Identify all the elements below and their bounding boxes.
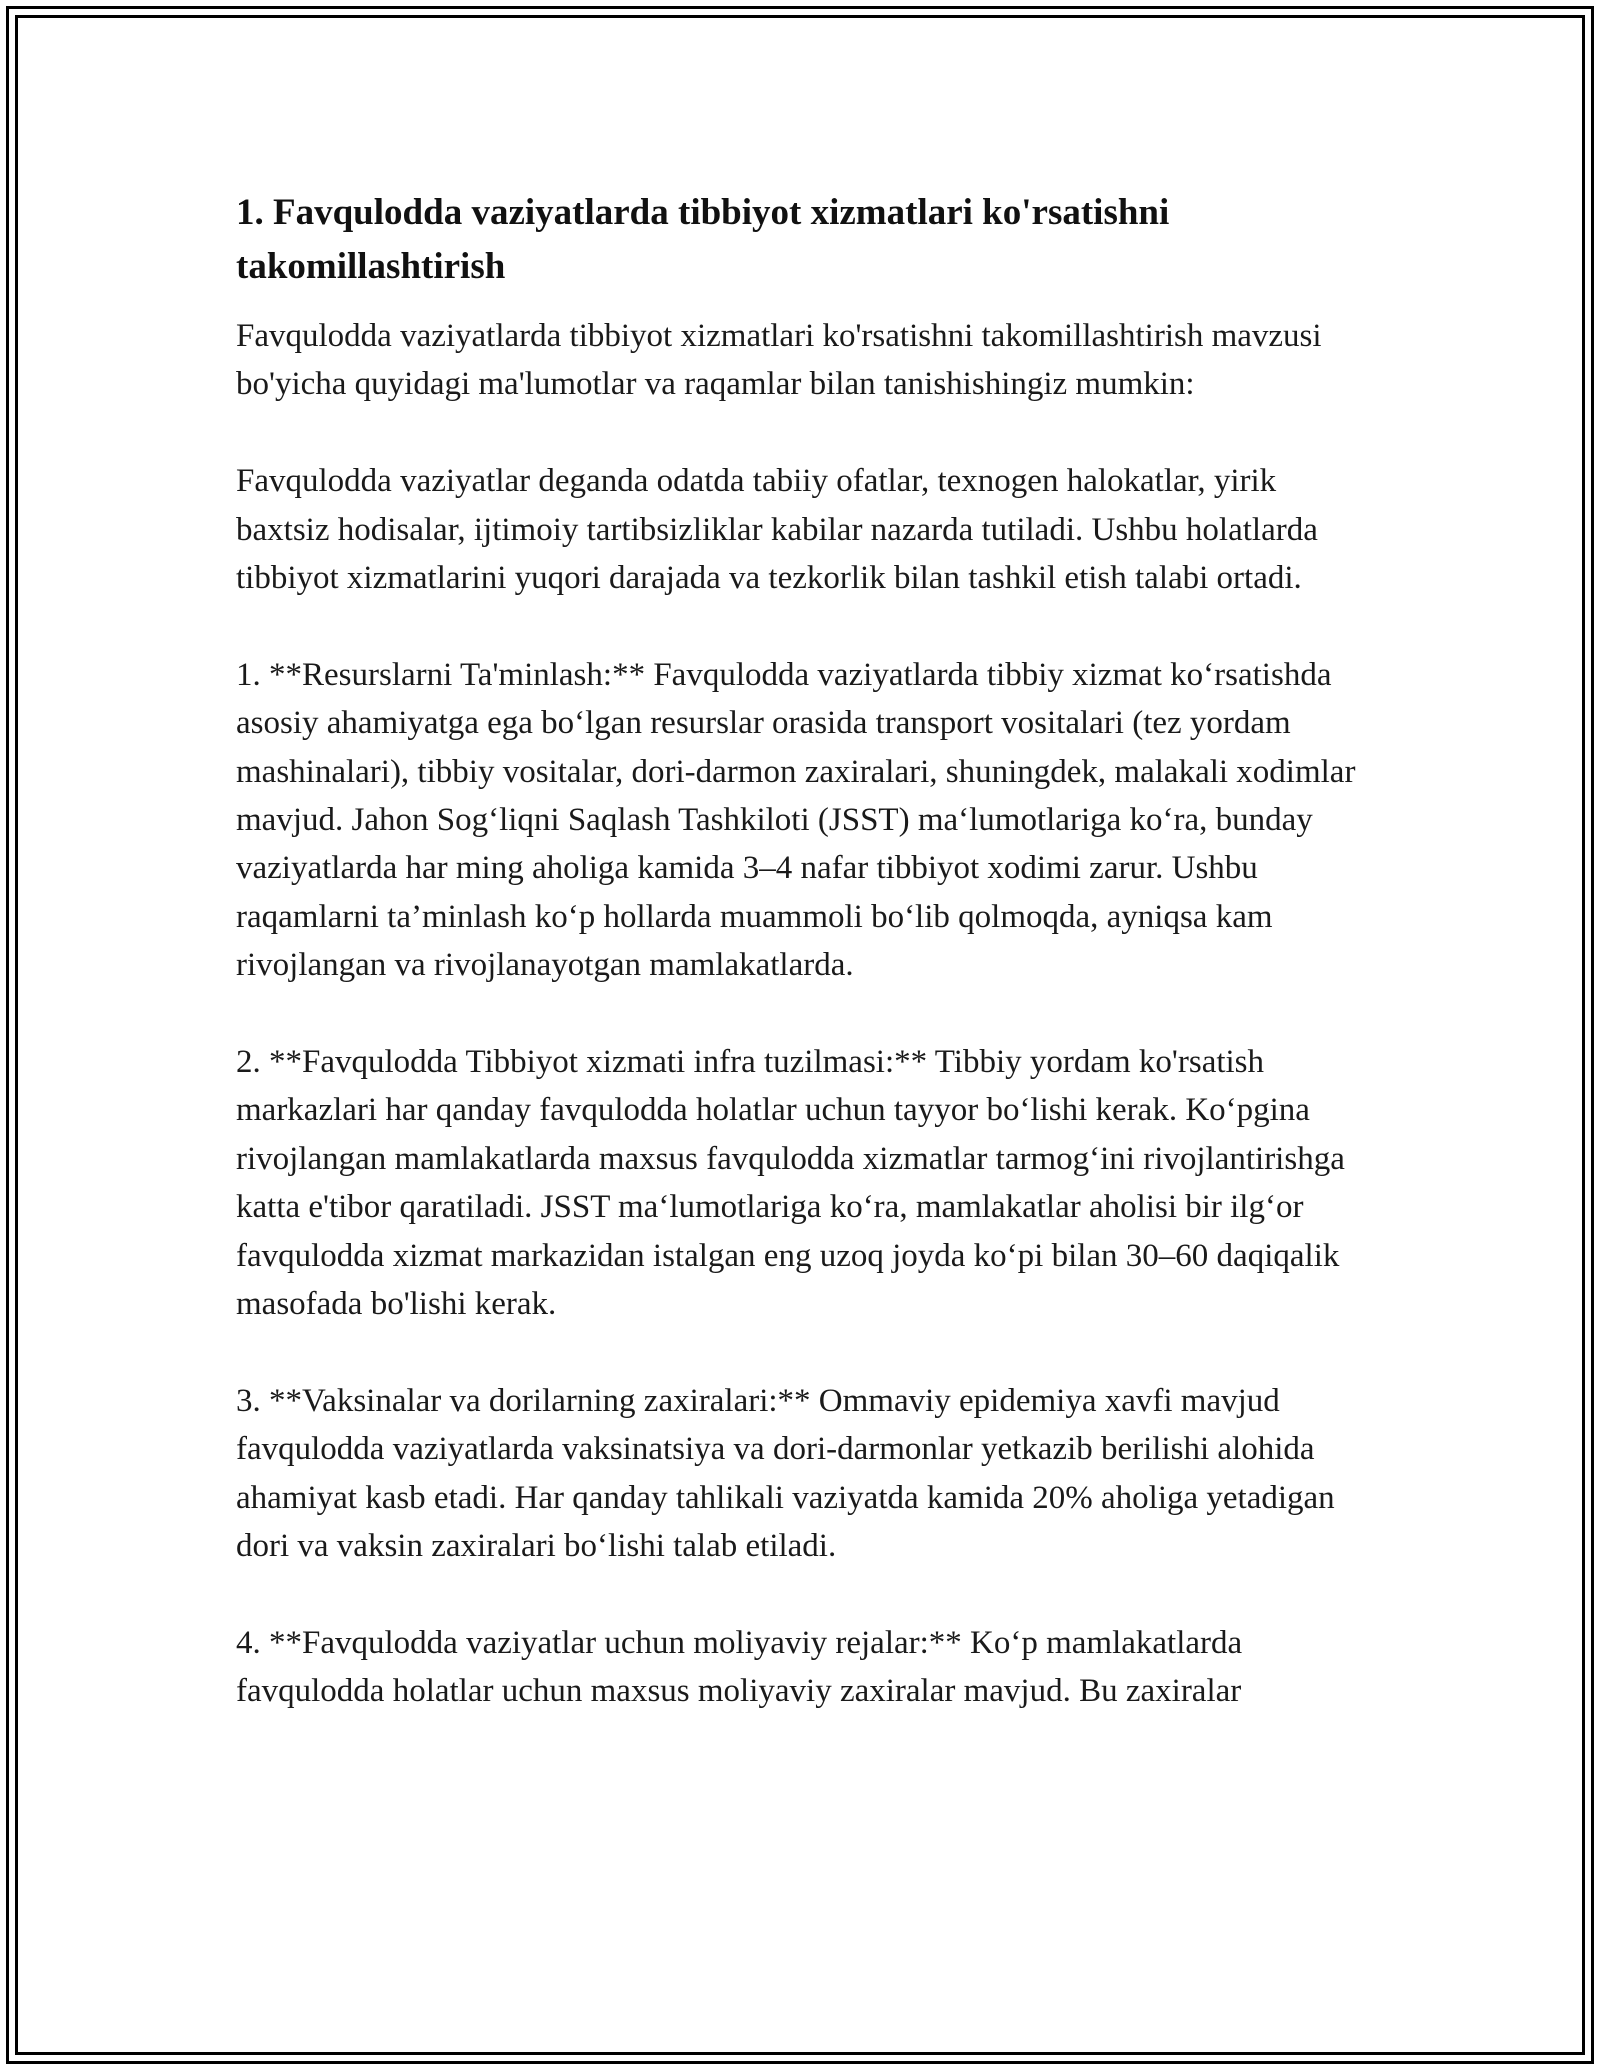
list-item-infrastructure: 2. **Favqulodda Tibbiyot xizmati infra tuzilmasi:** Tibbiy yordam ko'rsatish markazlari har qanday favqulodda holatlar uchun tayyor bo‘lishi kerak. Ko‘pgina rivojlangan mamlakatlarda maxsus favqulodda xizmatlar tarmog‘ini rivojlantirishga katta e'tibor qaratiladi. JSST ma‘lumotlariga ko‘ra, mamlakatlar aholisi bir ilg‘or favqulodda xizmat markazidan istalgan eng uzoq joyda ko‘pi bilan 30–60 daqiqalik masofada bo'lishi kerak. [236, 1044, 1345, 1323]
list-item-vaccines: 3. **Vaksinalar va dorilarning zaxiralari:** Ommaviy epidemiya xavfi mavjud favqulodda vaziyatlarda vaksinatsiya va dori-darmonlar yetkazib berilishi alohida ahamiyat kasb etadi. Har qanday tahlikali vaziyatda kamida 20% aholiga yetadigan dori va vaksin zaxiralari bo‘lishi talab etiladi. [236, 1382, 1335, 1565]
intro-paragraph: Favqulodda vaziyatlarda tibbiyot xizmatlari ko'rsatishni takomillashtirish mavzusi bo'yicha quyidagi ma'lumotlar va raqamlar bilan tanishishingiz mumkin: [236, 318, 1322, 403]
document-body [236, 186, 1376, 1716]
document-title: 1. Favqulodda vaziyatlarda tibbiyot xizmatlari ko'rsatishni takomillashtirish [236, 192, 1170, 287]
list-item-financial-plans: 4. **Favqulodda vaziyatlar uchun moliyaviy rejalar:** Ko‘p mamlakatlarda favqulodda holatlar uchun maxsus moliyaviy zaxiralar mavjud. Bu zaxiralar [236, 1624, 1243, 1710]
definition-paragraph: Favqulodda vaziyatlar deganda odatda tabiiy ofatlar, texnogen halokatlar, yirik baxtsiz hodisalar, ijtimoiy tartibsizliklar kabilar nazarda tutiladi. Ushbu holatlarda tibbiyot xizmatlarini yuqori darajada va tezkorlik bilan tashkil etish talabi ortadi. [236, 463, 1318, 597]
list-item-resources: 1. **Resurslarni Ta'minlash:** Favqulodda vaziyatlarda tibbiy xizmat ko‘rsatishda asosiy ahamiyatga ega bo‘lgan resurslar orasida transport vositalari (tez yordam mashinalari), tibbiy vositalar, dori-darmon zaxiralari, shuningdek, malakali xodimlar mavjud. Jahon Sog‘liqni Saqlash Tashkiloti (JSST) ma‘lumotlariga ko‘ra, bunday vaziyatlarda har ming aholiga kamida 3–4 nafar tibbiyot xodimi zarur. Ushbu raqamlarni ta’minlash ko‘p hollarda muammoli bo‘lib qolmoqda, ayniqsa kam rivojlangan va rivojlanayotgan mamlakatlarda. [236, 656, 1356, 984]
